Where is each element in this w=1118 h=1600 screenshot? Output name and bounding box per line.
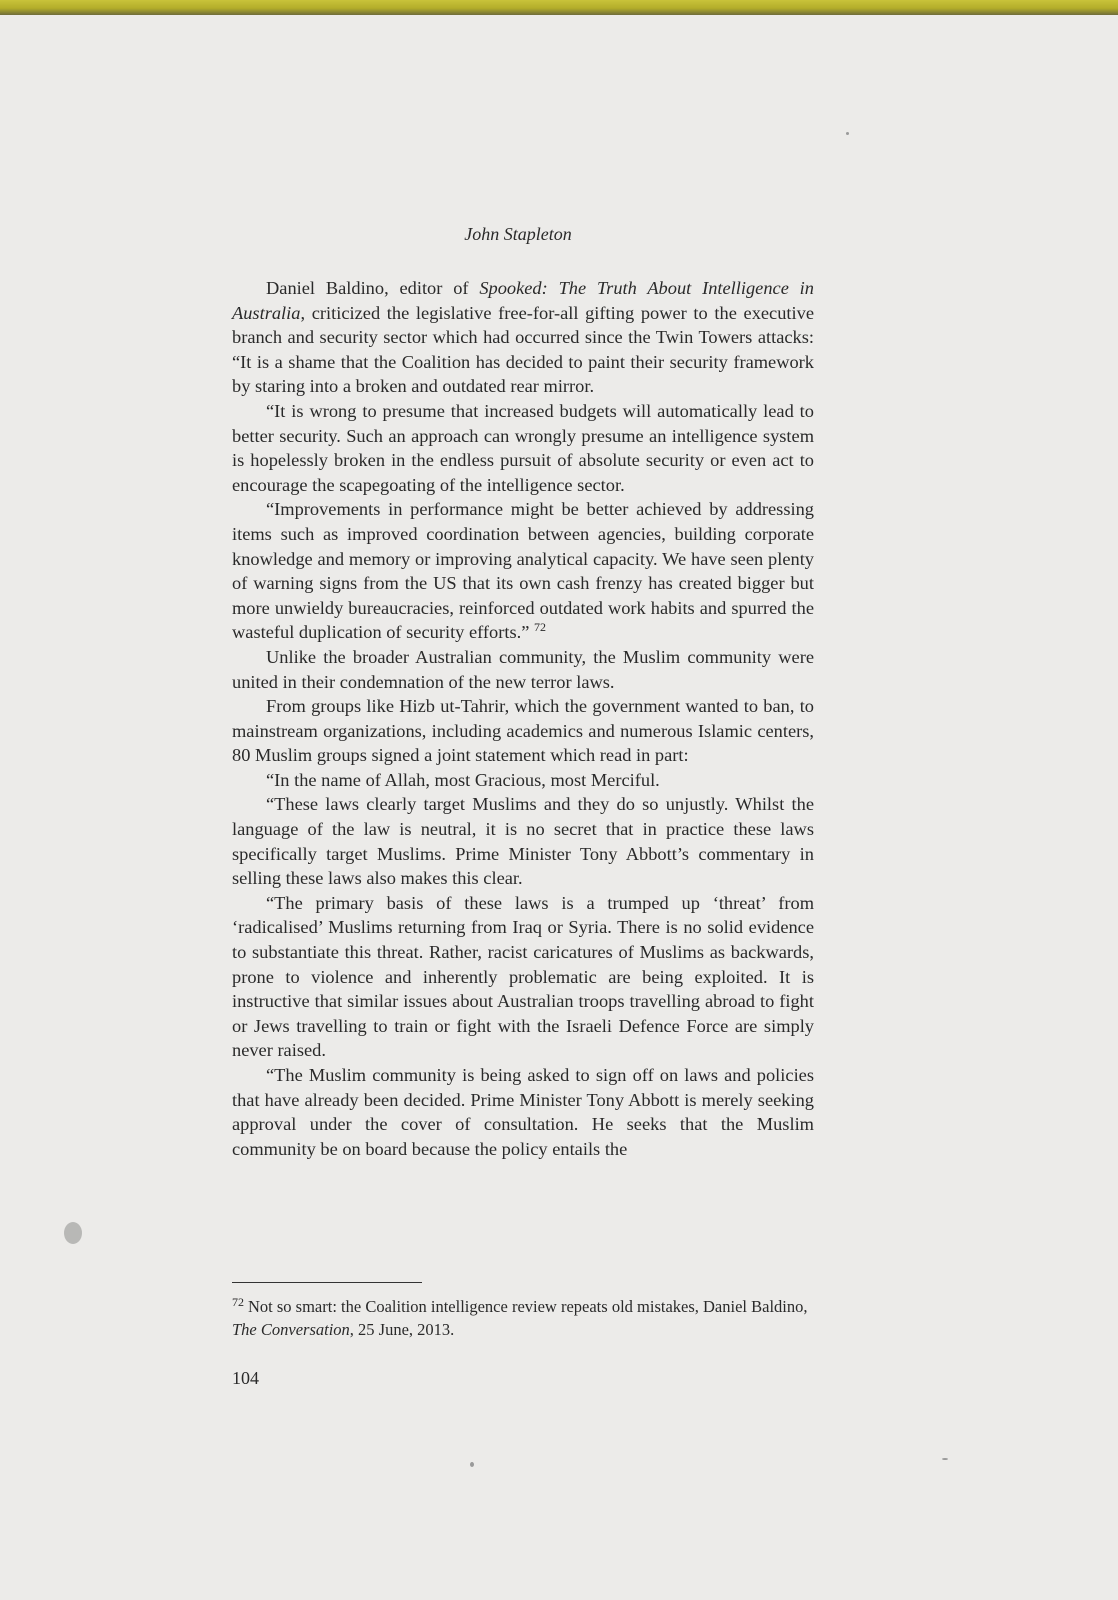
p3-text: “Improvements in performance might be better achieved by addressing items such as improved coordination between agencies, building corporate knowledge and memory or improving analytical capacity. We have seen plenty of warning signs from the US that its own cash frenzy has created bigger but more unwieldy bureaucracies, reinforced outdated work habits and spurred the wasteful duplication of security efforts.” [232,499,814,643]
footnote-publication: The Conversation [232,1320,350,1339]
scan-top-edge [0,0,1118,15]
paragraph-9: “The Muslim community is being asked to sign off on laws and policies that have already been decided. Prime Minister Tony Abbott is merely seeking approval under the cover of consultation. He seeks that the Muslim community be on board because the policy entails the [232,1065,814,1159]
paragraph-1 [232,276,814,399]
running-head: John Stapleton [464,224,572,244]
paragraph-4: Unlike the broader Australian community, the Muslim community were united in their condemnation of the new terror laws. [232,646,814,692]
footnote-pre: Not so smart: the Coalition intelligence review repeats old mistakes, Daniel Baldino, [248,1297,808,1316]
paragraph-8: “The primary basis of these laws is a trumped up ‘threat’ from ‘radicalised’ Muslims returning from Iraq or Syria. There is no solid evidence to substantiate this threat. Rather, racist caricatures of Muslims as backwards, prone to violence and inherently problematic are being exploited. It is instructive that similar issues about Australian troops travelling abroad to fight or Jews travelling to train or fight with the Israeli Defence Force are simply never raised. [232,892,814,1061]
scan-speck [470,1462,474,1467]
body-text [232,276,814,1161]
scan-speck [942,1458,948,1460]
page-number: 104 [232,1368,259,1388]
footnote-reference: 72 [534,620,546,635]
scan-speck [64,1222,82,1244]
scan-speck [846,132,849,135]
paragraph-3 [232,497,814,645]
paragraph-5: From groups like Hizb ut-Tahrir, which the government wanted to ban, to mainstream organizations, including academics and numerous Islamic centers, 80 Muslim groups signed a joint statement which read in part: [232,696,814,766]
footnote [232,1295,814,1341]
footnote-number: 72 [232,1294,244,1309]
footnote-divider [232,1282,422,1283]
paragraph-2: “It is wrong to presume that increased budgets will automatically lead to better security. Such an approach can wrongly presume an intelligence system is hopelessly broken in the endless pursuit of absolute security or even act to encourage the scapegoating of the intelligence sector. [232,400,814,495]
p1-post: , criticized the legislative free-for-all gifting power to the executive branch and security sector which had occurred since the Twin Towers attacks: “It is a shame that the Coalition has decided to paint their security framework by staring into a broken and outdated rear mirror. [232,302,814,397]
footnote-post: , 25 June, 2013. [349,1320,455,1339]
book-title: Spooked: The Truth About Intelligence in Australia [232,278,814,323]
paragraph-7: “These laws clearly target Muslims and they do so unjustly. Whilst the language of the law is neutral, it is no secret that in practice these laws specifically target Muslims. Prime Minister Tony Abbott’s commentary in selling these laws also makes this clear. [232,794,814,889]
paragraph-6: “In the name of Allah, most Gracious, most Merciful. [266,769,660,790]
p1-pre: Daniel Baldino, editor of [266,278,480,298]
